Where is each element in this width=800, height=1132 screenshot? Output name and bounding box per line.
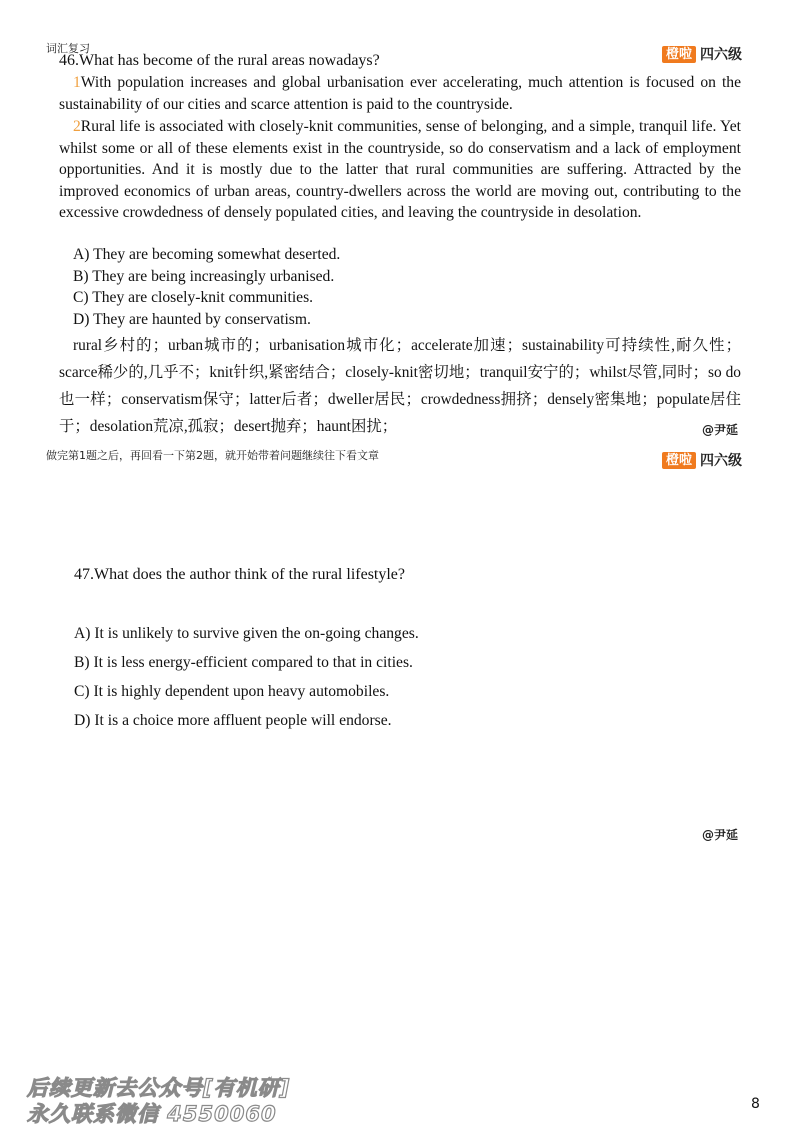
paragraph-2-text: Rural life is associated with closely-knit communities, sense of belonging, and a simple, tranquil life. Yet whilst some or all of these elements exist in the countryside, so do conservatism and a lack of employment opportunities. And it is mostly due to the latter that rural communities are suffering. Attracted by the improved economics of urban areas, country-dwellers across the world are moving out, contributing to the excessive crowdedness of densely populated cities, and leaving the countryside in desolation. bbox=[59, 118, 741, 222]
question-46-options bbox=[73, 244, 340, 330]
vocabulary-list: rural乡村的；urban城市的；urbanisation城市化；accelerate加速；sustainability可持续性,耐久性；scarce稀少的,几乎不；knit针织,紧密结合；closely-knit密切地；tranquil安宁的；whilst尽管,同时；so do也一样；conservatism保守；latter后者；dweller居民；crowdedness拥挤；densely密集地；populate居住于；desolation荒凉,孤寂；desert抛弃；haunt困扰； bbox=[59, 337, 741, 435]
paragraph-2 bbox=[59, 116, 741, 224]
paragraph-1-number: 1 bbox=[73, 74, 81, 91]
watermark bbox=[27, 1075, 290, 1127]
page-number: 8 bbox=[751, 1096, 760, 1112]
watermark-line-2: 永久联系微信 4550060 bbox=[27, 1102, 277, 1126]
option-47-b: B) It is less energy-efficient compared to that in cities. bbox=[74, 654, 413, 671]
brand-badge-2: 橙啦 bbox=[662, 452, 696, 469]
question-47-options bbox=[74, 623, 419, 739]
option-46-d: D) They are haunted by conservatism. bbox=[73, 310, 311, 328]
option-46-a: A) They are becoming somewhat deserted. bbox=[73, 246, 341, 263]
transition-note: 做完第1题之后，再回看一下第2题，就开始带着问题继续往下看文章 bbox=[46, 449, 379, 462]
question-46-title: 46.What has become of the rural areas nowadays? bbox=[59, 52, 380, 69]
brand-logo-2 bbox=[662, 450, 742, 470]
author-signature-2: @尹延 bbox=[702, 828, 739, 842]
brand-level: 四六级 bbox=[700, 47, 742, 63]
paragraph-1 bbox=[59, 72, 741, 115]
paragraph-1-text: With population increases and global urbanisation ever accelerating, much attention is focused on the sustainability of our cities and scarce attention is paid to the countryside. bbox=[59, 74, 741, 113]
option-46-c: C) They are closely-knit communities. bbox=[73, 289, 314, 307]
option-46-b: B) They are being increasingly urbanised. bbox=[73, 267, 335, 285]
option-47-a: A) It is unlikely to survive given the on-going changes. bbox=[74, 625, 419, 642]
author-signature: @尹延 bbox=[702, 423, 739, 437]
brand-logo bbox=[662, 44, 742, 64]
brand-level-2: 四六级 bbox=[700, 453, 742, 469]
paragraph-2-number: 2 bbox=[73, 118, 81, 135]
option-47-c: C) It is highly dependent upon heavy automobiles. bbox=[74, 683, 390, 700]
question-47-title: 47.What does the author think of the rural lifestyle? bbox=[74, 566, 406, 583]
brand-badge: 橙啦 bbox=[662, 46, 696, 63]
option-47-d: D) It is a choice more affluent people will endorse. bbox=[74, 712, 392, 729]
section-label: 词汇复习 bbox=[46, 42, 90, 55]
watermark-line-1: 后续更新去公众号[有机研] bbox=[27, 1076, 291, 1100]
